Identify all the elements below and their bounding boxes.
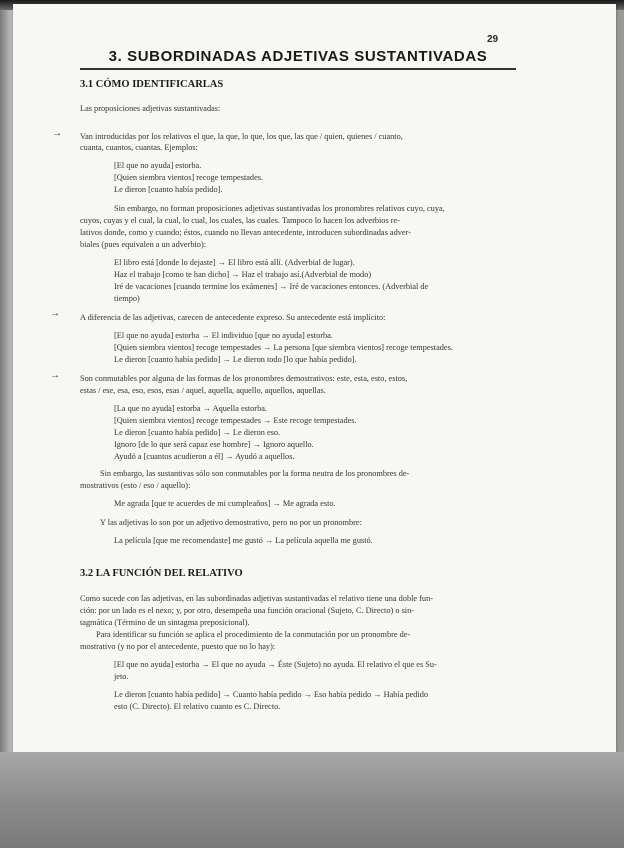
- point-antecedent-line: A diferencia de las adjetivas, carecen de antecedente expreso. Su antecedente está implícito:: [80, 313, 386, 322]
- section-heading-function: 3.2 LA FUNCIÓN DEL RELATIVO: [80, 568, 243, 579]
- paragraph-line: ción: por un lado es el nexo; y, por otro, desempeña una función oracional (Sujeto, C. Directo) o sin-: [80, 606, 415, 615]
- paragraph-line: Y las adjetivas lo son por un adjetivo demostrativo, pero no por un pronombre:: [100, 518, 362, 527]
- paragraph-line: Sin embargo, no forman proposiciones adjetivas sustantivadas los pronombres relativos cuyo, cuya,: [114, 204, 445, 213]
- example-line: Le dieron [cuanto había pedido] → Le dieron eso.: [114, 428, 281, 437]
- example-line: tiempo): [114, 294, 140, 303]
- point-demonstratives-line: Son conmutables por alguna de las formas de los pronombres demostrativos: este, esta, esto, estos,: [80, 374, 408, 383]
- example-line: esto (C. Directo). El relativo cuanto es C. Directo.: [114, 702, 281, 711]
- example-line: La película [que me recomendaste] me gustó → La película aquella me gustó.: [114, 536, 373, 545]
- example-line: Le dieron [cuanto había pedido].: [114, 185, 223, 194]
- handwritten-arrow-icon: →: [52, 128, 62, 139]
- example-line: Iré de vacaciones [cuando termine los exámenes] → Iré de vacaciones entonces. (Adverbial de: [114, 282, 429, 291]
- example-line: [Quien siembra vientos] recoge tempestades → Este recoge tempestades.: [114, 416, 357, 425]
- handwritten-arrow-icon: →: [50, 308, 60, 319]
- example-line: Ignoro [de lo que será capaz ese hombre] → Ignoro aquello.: [114, 440, 314, 449]
- paragraph-line: cuyos, cuyas y el cual, la cual, lo cual, los cuales, las cuales. Tampoco lo hacen los adverbios re-: [80, 216, 400, 225]
- paragraph-line: Para identificar su función se aplica el procedimiento de la conmutación por un pronombre de-: [96, 630, 411, 639]
- intro-text: Las proposiciones adjetivas sustantivadas:: [80, 104, 221, 113]
- point-demonstratives-line: estas / ese, esa, eso, esos, esas / aquel, aquella, aquello, aquellos, aquellas.: [80, 386, 326, 395]
- paragraph-line: Como sucede con las adjetivas, en las subordinadas adjetivas sustantivadas el relativo tiene una doble fun-: [80, 594, 433, 603]
- page-number: 29: [487, 34, 499, 45]
- example-line: [Quien siembra vientos] recoge tempestades.: [114, 173, 264, 182]
- section-heading-identify: 3.1 CÓMO IDENTIFICARLAS: [80, 79, 224, 90]
- example-line: [El que no ayuda] estorba.: [114, 161, 202, 170]
- example-line: jeto.: [114, 672, 129, 681]
- scan-bottom-area: [0, 752, 624, 848]
- example-line: [Quien siembra vientos] recoge tempestades → La persona [que siembra vientos] recoge tempestades.: [114, 343, 453, 352]
- example-line: [El que no ayuda] estorba → El individuo [que no ayuda] estorba.: [114, 331, 333, 340]
- example-line: El libro está [donde lo dejaste] → El libro está allí. (Adverbial de lugar).: [114, 258, 355, 267]
- handwritten-arrow-icon: →: [50, 370, 60, 381]
- example-line: Me agrada [que te acuerdes de mi cumpleaños] → Me agrada esto.: [114, 499, 336, 508]
- example-line: Ayudó a [cuantos acudieron a él] → Ayudó a aquellos.: [114, 452, 295, 461]
- example-line: [La que no ayuda] estorba → Aquella estorba.: [114, 404, 267, 413]
- title-rule: [80, 68, 516, 70]
- paragraph-line: mostrativos (esto / eso / aquello):: [80, 481, 191, 490]
- point-relatives-line: cuanta, cuantos, cuantas. Ejemplos:: [80, 143, 198, 152]
- paragraph-line: mostrativo (y no por el antecedente, puesto que no lo hay):: [80, 642, 276, 651]
- point-relatives-line: Van introducidas por los relativos el que, la que, lo que, los que, las que / quien, quienes / cuanto,: [80, 132, 403, 141]
- example-line: Le dieron [cuanto había pedido] → Cuanto había pedido → Eso había pedido → Había pedido: [114, 690, 429, 699]
- chapter-title: 3. SUBORDINADAS ADJETIVAS SUSTANTIVADAS: [108, 48, 488, 65]
- paragraph-line: biales (pues equivalen a un adverbio):: [80, 240, 207, 249]
- example-line: Haz el trabajo [como te han dicho] → Haz el trabajo así.(Adverbial de modo): [114, 270, 372, 279]
- example-line: [El que no ayuda] estorba → El que no ayuda → Éste (Sujeto) no ayuda. El relativo el que es Su-: [114, 660, 437, 669]
- paragraph-line: lativos donde, como y cuando; éstos, cuando no llevan antecedente, introducen subordinadas adver-: [80, 228, 411, 237]
- example-line: Le dieron [cuanto había pedido] → Le dieron todo [lo que había pedido].: [114, 355, 357, 364]
- paragraph-line: Sin embargo, las sustantivas sólo son conmutables por la forma neutra de los pronombres de-: [100, 469, 410, 478]
- paragraph-line: tagmática (Término de un sintagma preposicional).: [80, 618, 250, 627]
